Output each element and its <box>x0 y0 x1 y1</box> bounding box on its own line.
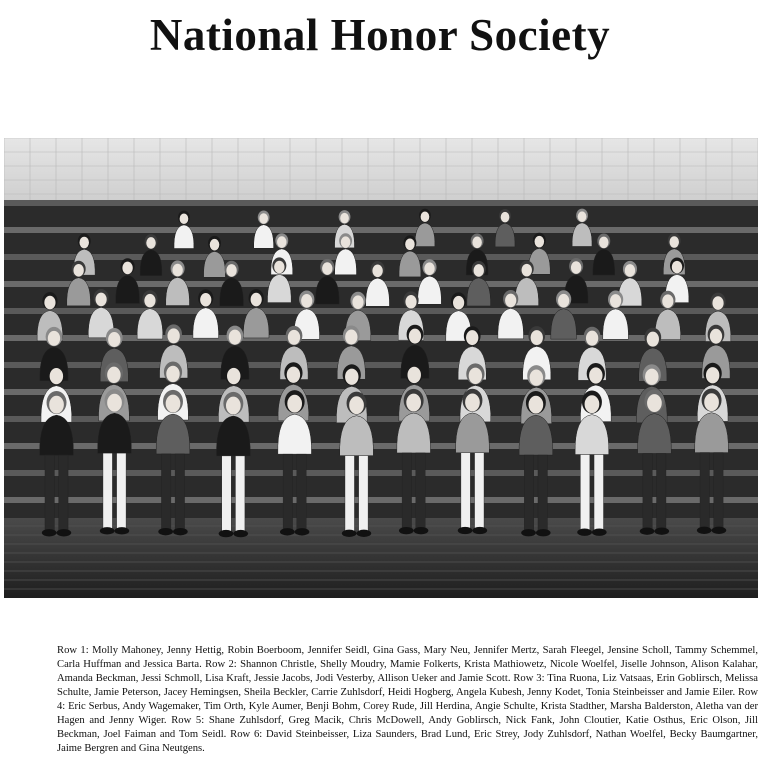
page-title: National Honor Society <box>149 10 611 60</box>
group-photo-image <box>4 138 758 598</box>
group-photo <box>4 138 758 598</box>
photo-caption: Row 1: Molly Mahoney, Jenny Hettig, Robin Boerboom, Jennifer Seidl, Gina Gass, Mary Neu, Jennifer Mertz, Sarah Fleegel, Jensine Scholl, Tammy Schemmel, Carla Huffman and Jessica Barta. Row 2: Shannon Christle, Shelly Moudry, Mamie Folkerts, Krista Mathiowetz, Nicole Woelfel, Jiselle Johnson, Alison Kalahar, Amanda Beckman, Jessi Schmoll, Lisa Kraft, Jessie Jacobs, Jodi Vesterby, Allison Ueker and Jamie Scott. Row 3: Tina Ruona, Liz Vatsaas, Erin Goblirsch, Melissa Schulte, Jamie Peterson, Jacey Hemingsen, Sheila Beckler, Carrie Zuhlsdorf, Heidi Hogberg, Angela Kubesh, Jenny Kodet, Tonia Steinbeisser and Jamie Eiler. Row 4: Eric Serbus, Andy Wagemaker, Tim Orth, Kyle Aumer, Benji Bohm, Corey Rude, Jill Herdina, Angie Schulte, Krista Stadther, Marsha Balderston, Aletha van der Hagen and Jenny Wiger. Row 5: Shane Zuhlsdorf, Greg Macik, Chris McDowell, Andy Goblirsch, Nick Fank, John Cloutier, Katie Osthus, Eric Olson, Jill Beckman, Joel Faiman and Tom Seidl. Row 6: David Steinbeisser, Liza Saunders, Brad Lund, Eric Strey, Jody Zuhlsdorf, Nathan Woelfel, Becky Baumgartner, Jaime Bergren and Gina Neutgens. <box>57 645 758 755</box>
gym-wall <box>4 138 758 200</box>
